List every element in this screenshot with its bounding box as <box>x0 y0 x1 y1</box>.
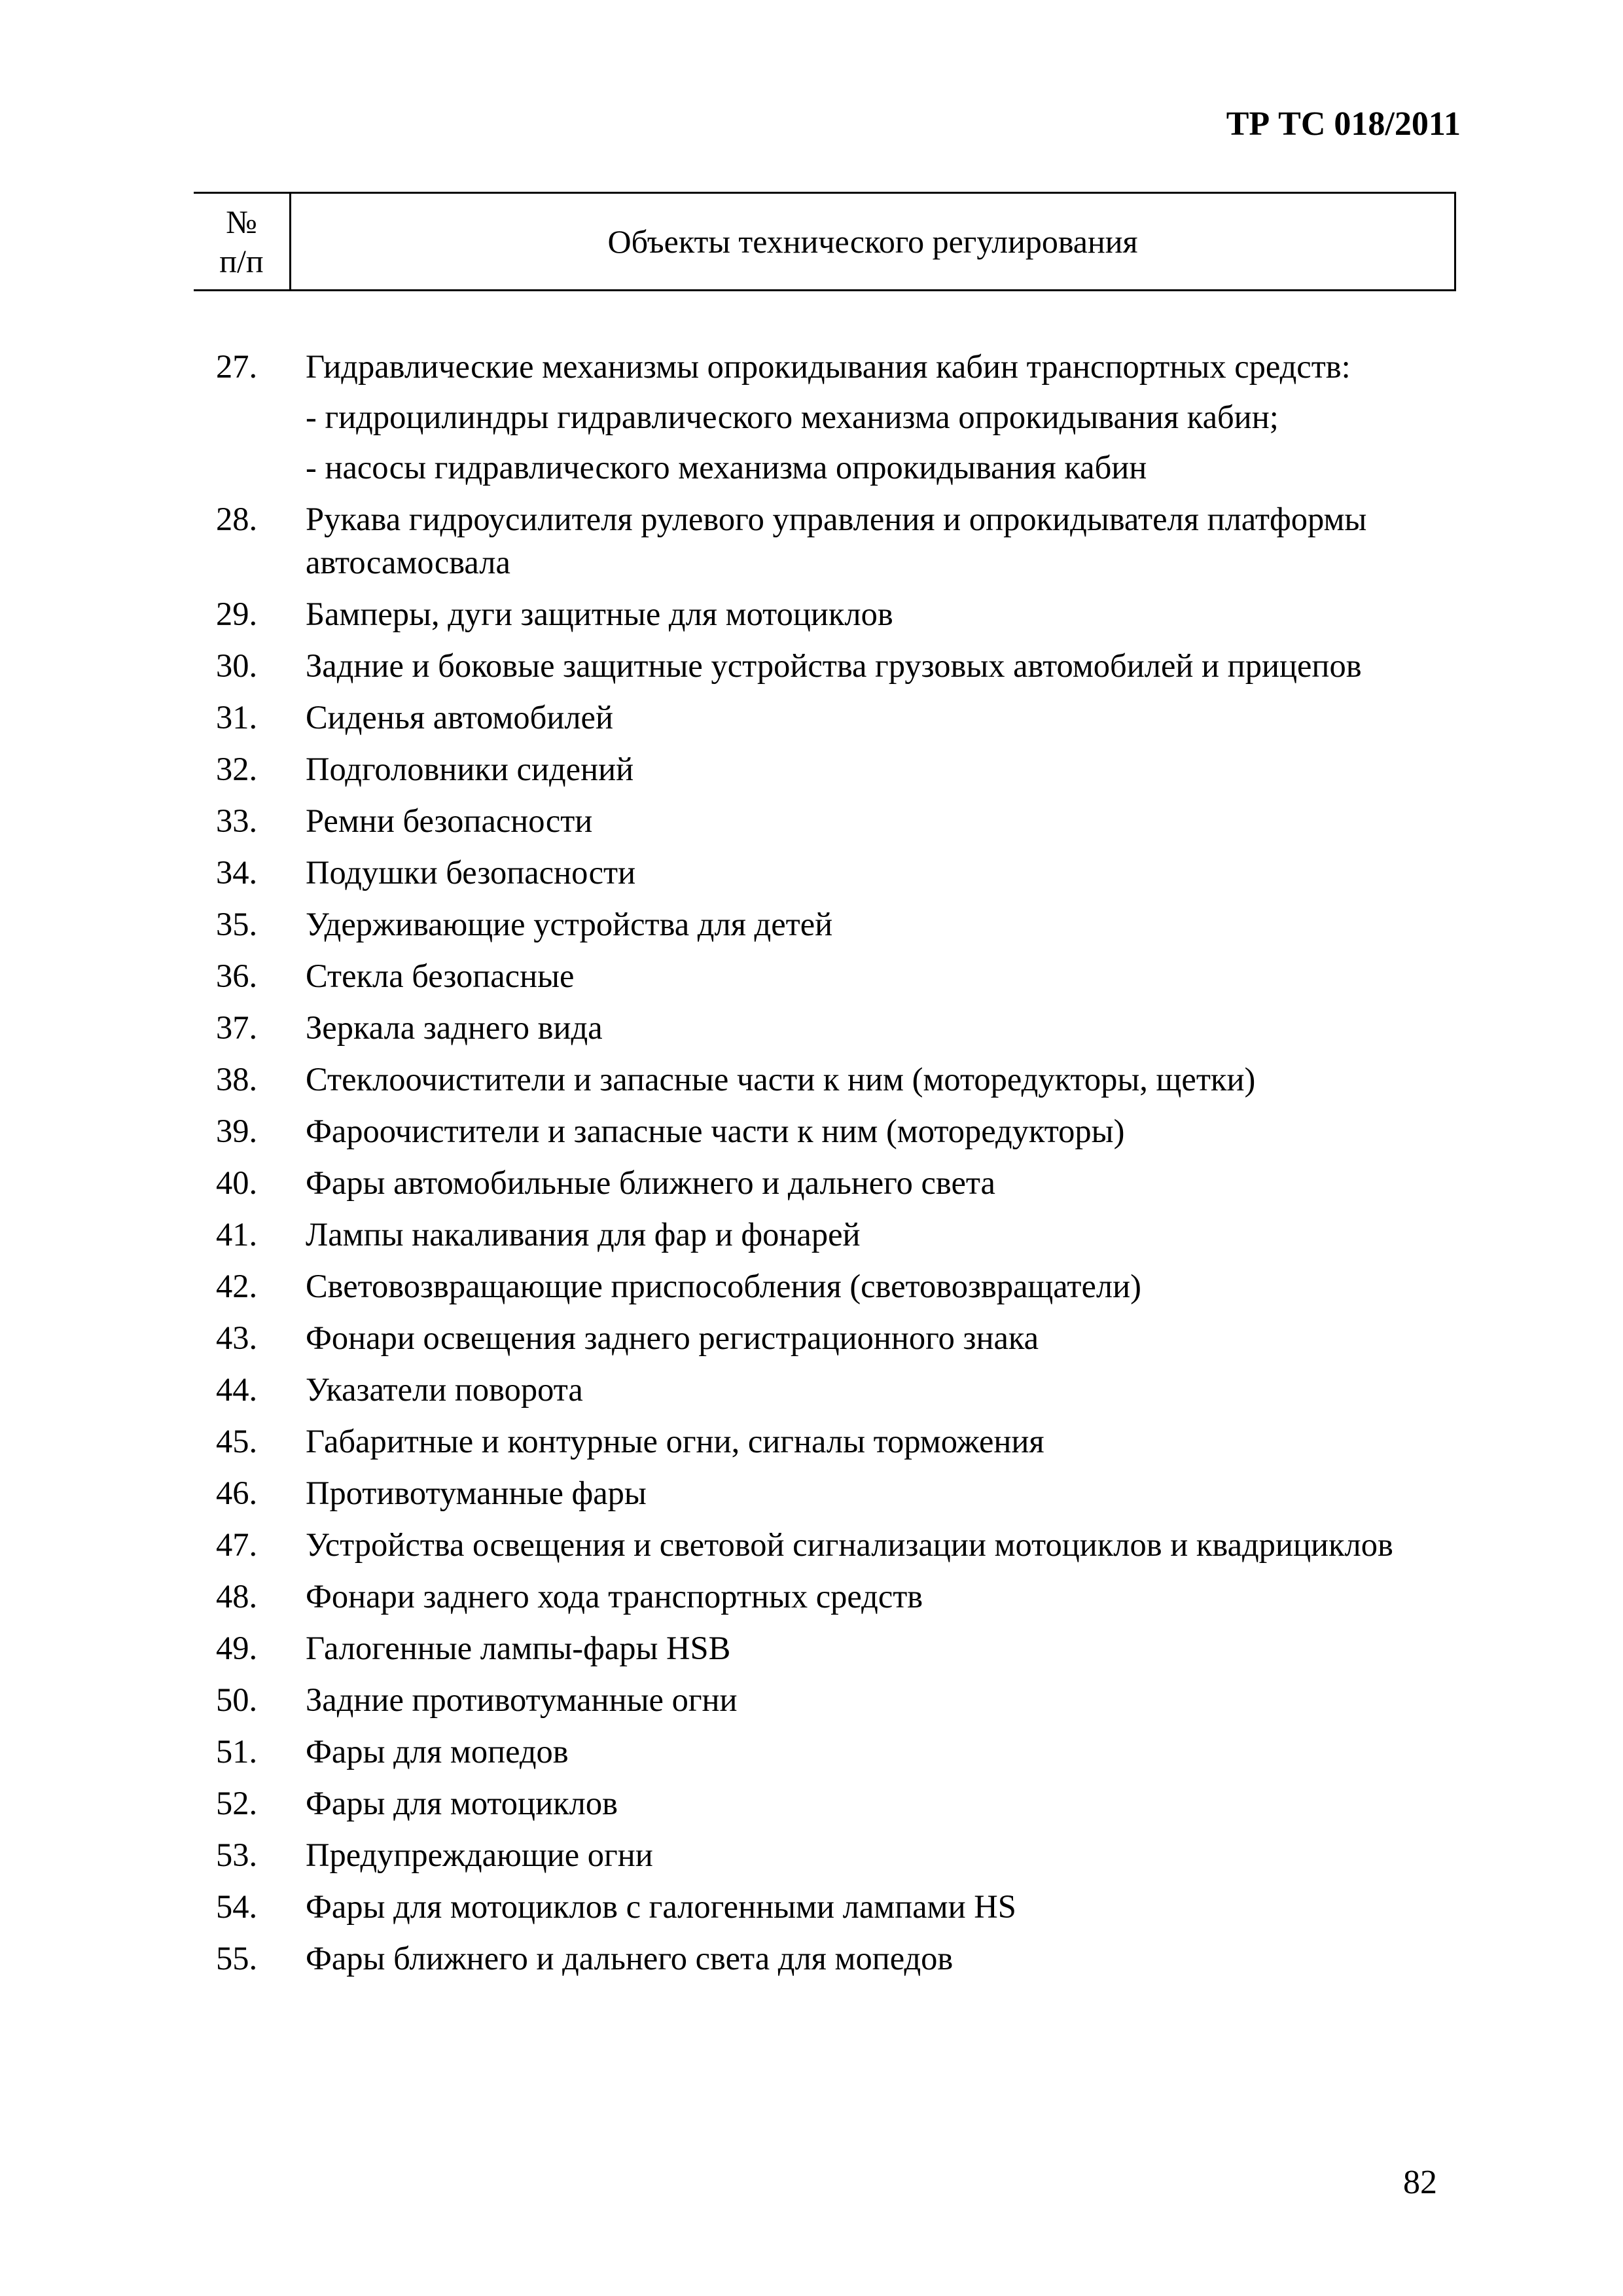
list-item <box>216 903 1453 946</box>
page-number: 82 <box>1403 2164 1437 2201</box>
item-body <box>306 1471 1453 1515</box>
item-body <box>306 1833 1453 1876</box>
item-body <box>306 747 1453 791</box>
item-number: 35. <box>216 906 258 942</box>
item-number: 48. <box>216 1578 258 1615</box>
item-body <box>306 1782 1453 1825</box>
item-number: 46. <box>216 1475 258 1511</box>
item-body <box>306 1058 1453 1101</box>
item-text: Ремни безопасности <box>306 802 593 839</box>
item-number: 36. <box>216 958 258 994</box>
item-body <box>306 1523 1453 1566</box>
item-body <box>306 1575 1453 1618</box>
list-item <box>216 1885 1453 1928</box>
item-number: 39. <box>216 1113 258 1149</box>
item-text: Фары для мотоциклов <box>306 1785 618 1821</box>
item-body <box>306 345 1453 489</box>
item-body <box>306 954 1453 997</box>
list-item <box>216 1678 1453 1721</box>
item-body <box>306 851 1453 894</box>
item-text: Галогенные лампы-фары HSB <box>306 1630 731 1666</box>
item-number: 29. <box>216 596 258 632</box>
item-body <box>306 799 1453 842</box>
item-number: 50. <box>216 1681 258 1718</box>
objects-column-header: Объекты технического регулирования <box>607 223 1138 260</box>
list-item <box>216 1782 1453 1825</box>
item-text: Противотуманные фары <box>306 1475 647 1511</box>
item-text: Устройства освещения и световой сигнализации мотоциклов и квадрициклов <box>306 1526 1393 1563</box>
list-item <box>216 592 1453 636</box>
item-number: 47. <box>216 1526 258 1563</box>
item-number: 42. <box>216 1268 258 1304</box>
item-text: Фароочистители и запасные части к ним (моторедукторы) <box>306 1113 1125 1149</box>
item-body <box>306 1678 1453 1721</box>
item-number: 31. <box>216 699 258 736</box>
item-number: 41. <box>216 1216 258 1253</box>
item-body <box>306 1885 1453 1928</box>
item-text: Световозвращающие приспособления (световозвращатели) <box>306 1268 1141 1304</box>
item-number: 32. <box>216 751 258 787</box>
list-item <box>216 747 1453 791</box>
item-number: 33. <box>216 802 258 839</box>
item-body <box>306 1626 1453 1670</box>
list-item <box>216 1626 1453 1670</box>
item-text: Гидравлические механизмы опрокидывания кабин транспортных средств: <box>306 348 1351 385</box>
list-item <box>216 1265 1453 1308</box>
item-number: 53. <box>216 1837 258 1873</box>
item-body <box>306 1006 1453 1049</box>
item-text: Бамперы, дуги защитные для мотоциклов <box>306 596 893 632</box>
item-body <box>306 1109 1453 1153</box>
item-body <box>306 1420 1453 1463</box>
item-number: 43. <box>216 1319 258 1356</box>
list-item <box>216 1420 1453 1463</box>
item-text: Фары автомобильные ближнего и дальнего света <box>306 1164 995 1201</box>
item-text: Лампы накаливания для фар и фонарей <box>306 1216 861 1253</box>
item-body <box>306 1368 1453 1411</box>
item-text: Фары для мотоциклов с галогенными лампами HS <box>306 1888 1016 1925</box>
item-number: 49. <box>216 1630 258 1666</box>
list-item <box>216 1058 1453 1101</box>
table-header <box>194 192 1456 291</box>
item-number: 54. <box>216 1888 258 1925</box>
item-body <box>306 644 1453 687</box>
item-text: Фары для мопедов <box>306 1733 569 1770</box>
list-item <box>216 497 1453 584</box>
item-body <box>306 1213 1453 1256</box>
item-body <box>306 1937 1453 1980</box>
item-body <box>306 1161 1453 1204</box>
item-number: 38. <box>216 1061 258 1098</box>
item-text: Предупреждающие огни <box>306 1837 653 1873</box>
list-item <box>216 954 1453 997</box>
item-text: Стеклоочистители и запасные части к ним (моторедукторы, щетки) <box>306 1061 1256 1098</box>
item-text: Фары ближнего и дальнего света для мопедов <box>306 1940 954 1977</box>
items-list <box>216 345 1453 1988</box>
list-item <box>216 1316 1453 1359</box>
item-text: Подголовники сидений <box>306 751 634 787</box>
item-body <box>306 592 1453 636</box>
item-body <box>306 1316 1453 1359</box>
list-item <box>216 851 1453 894</box>
item-text: Подушки безопасности <box>306 854 636 891</box>
list-item <box>216 1833 1453 1876</box>
item-subitem: - насосы гидравлического механизма опрокидывания кабин <box>306 449 1147 486</box>
item-body <box>306 1265 1453 1308</box>
item-number: 45. <box>216 1423 258 1460</box>
list-item <box>216 1368 1453 1411</box>
item-text: Зеркала заднего вида <box>306 1009 603 1046</box>
item-text: Задние и боковые защитные устройства грузовых автомобилей и прицепов <box>306 647 1362 684</box>
item-text: Габаритные и контурные огни, сигналы торможения <box>306 1423 1044 1460</box>
item-subitem: - гидроцилиндры гидравлического механизма опрокидывания кабин; <box>306 399 1279 435</box>
number-sign: № <box>226 204 257 240</box>
item-body <box>306 696 1453 739</box>
list-item <box>216 1523 1453 1566</box>
document-code: ТР ТС 018/2011 <box>1226 105 1461 143</box>
item-text: Задние противотуманные огни <box>306 1681 738 1718</box>
item-number: 27. <box>216 348 258 385</box>
item-text: Стекла безопасные <box>306 958 575 994</box>
item-text: Фонари заднего хода транспортных средств <box>306 1578 923 1615</box>
list-item <box>216 1471 1453 1515</box>
item-number: 28. <box>216 501 258 537</box>
item-number: 44. <box>216 1371 258 1408</box>
item-text: Удерживающие устройства для детей <box>306 906 833 942</box>
number-column-header <box>194 194 291 289</box>
item-number: 40. <box>216 1164 258 1201</box>
item-number: 51. <box>216 1733 258 1770</box>
number-abbrev: п/п <box>219 243 264 279</box>
item-text: Указатели поворота <box>306 1371 583 1408</box>
item-body <box>306 903 1453 946</box>
item-body <box>306 497 1453 584</box>
item-number: 55. <box>216 1940 258 1977</box>
list-item <box>216 1161 1453 1204</box>
list-item <box>216 1937 1453 1980</box>
list-item <box>216 799 1453 842</box>
item-number: 34. <box>216 854 258 891</box>
list-item <box>216 696 1453 739</box>
list-item <box>216 1575 1453 1618</box>
item-number: 37. <box>216 1009 258 1046</box>
list-item <box>216 1006 1453 1049</box>
list-item <box>216 1213 1453 1256</box>
item-body <box>306 1730 1453 1773</box>
list-item <box>216 644 1453 687</box>
list-item <box>216 345 1453 489</box>
list-item <box>216 1730 1453 1773</box>
item-text: Сиденья автомобилей <box>306 699 613 736</box>
item-text: Рукава гидроусилителя рулевого управления и опрокидывателя платформы автосамосвала <box>306 501 1367 581</box>
list-item <box>216 1109 1453 1153</box>
item-number: 52. <box>216 1785 258 1821</box>
item-text: Фонари освещения заднего регистрационного знака <box>306 1319 1039 1356</box>
item-number: 30. <box>216 647 258 684</box>
